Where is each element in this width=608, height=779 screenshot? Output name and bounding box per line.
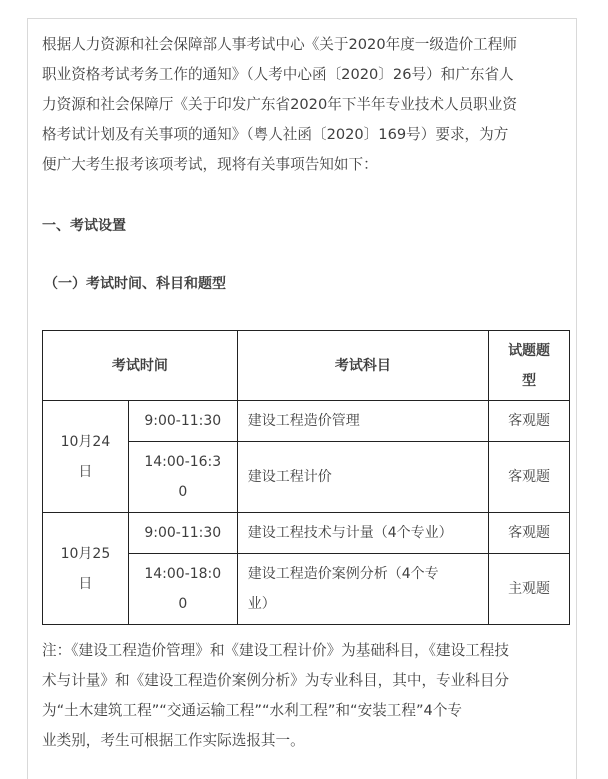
subsection-heading: （一）考试时间、科目和题型 [44, 276, 226, 292]
date-cell: 10月25 日 [43, 513, 129, 625]
time-cell: 9:00-11:30 [128, 513, 237, 554]
subject-cell: 建设工程造价案例分析（4个专 业） [237, 554, 488, 625]
intro-line: 格考试计划及有关事项的通知》（粤人社函〔2020〕169号）要求，为方 [42, 126, 509, 143]
table-header-row [43, 331, 570, 401]
note-line: 业类别，考生可根据工作实际选报其一。 [42, 732, 305, 749]
subject-cell: 建设工程造价管理 [237, 401, 488, 442]
time-cell: 14:00-18:0 0 [128, 554, 237, 625]
section-heading: 一、考试设置 [42, 218, 126, 234]
table-row [43, 401, 570, 442]
note-line: 术与计量》和《建设工程造价案例分析》为专业科目，其中，专业科目分 [42, 672, 510, 689]
intro-line: 职业资格考试考务工作的通知》（人考中心函〔2020〕26号）和广东省人 [42, 66, 514, 83]
subject-cell: 建设工程技术与计量（4个专业） [237, 513, 488, 554]
type-cell: 客观题 [489, 513, 570, 554]
subject-cell: 建设工程计价 [237, 442, 488, 513]
type-cell: 客观题 [489, 442, 570, 513]
time-cell: 14:00-16:3 0 [128, 442, 237, 513]
header-subject: 考试科目 [237, 331, 488, 401]
type-cell: 客观题 [489, 401, 570, 442]
note-line: 注：《建设工程造价管理》和《建设工程计价》为基础科目，《建设工程技 [42, 642, 509, 659]
date-cell: 10月24 日 [43, 401, 129, 513]
exam-schedule-table [42, 330, 570, 625]
note-line: 为“土木建筑工程”“交通运输工程”“水利工程”和“安装工程”4个专 [42, 702, 463, 719]
intro-line: 根据人力资源和社会保障部人事考试中心《关于2020年度一级造价工程师 [42, 36, 517, 53]
type-cell: 主观题 [489, 554, 570, 625]
table-row [43, 513, 570, 554]
header-type: 试题题 型 [489, 331, 570, 401]
intro-line: 便广大考生报考该项考试，现将有关事项告知如下： [42, 156, 378, 173]
header-time: 考试时间 [43, 331, 238, 401]
time-cell: 9:00-11:30 [128, 401, 237, 442]
intro-line: 力资源和社会保障厅《关于印发广东省2020年下半年专业技术人员职业资 [42, 96, 517, 113]
